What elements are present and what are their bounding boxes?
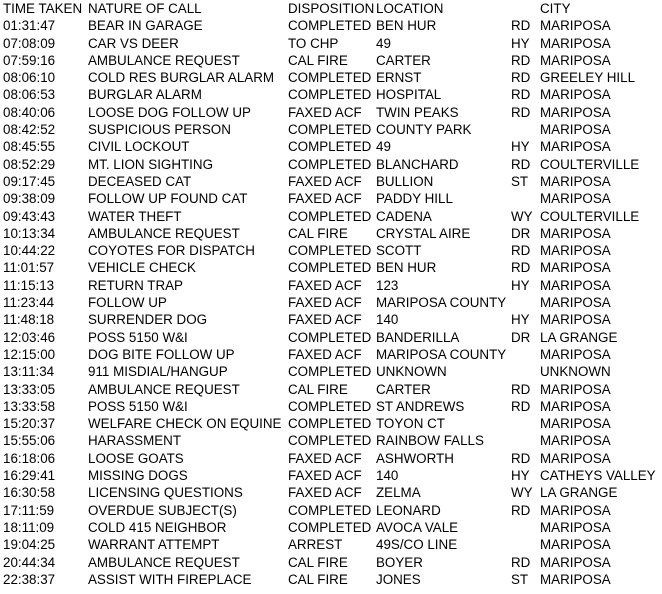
cell-location: MARIPOSA COUNTY [376, 346, 507, 362]
cell-city: MARIPOSA [540, 571, 611, 587]
cell-street-suffix: WY [511, 485, 533, 501]
cell-city: MARIPOSA [540, 554, 611, 570]
cell-disposition: COMPLETED [288, 364, 372, 380]
cell-nature: AMBULANCE REQUEST [88, 225, 240, 241]
cell-city: MARIPOSA [540, 191, 611, 207]
cell-street-suffix: ST [511, 571, 529, 587]
cell-nature: COLD 415 NEIGHBOR [88, 519, 227, 535]
cell-nature: DECEASED CAT [88, 173, 192, 189]
table-row [0, 554, 662, 571]
cell-street-suffix: RD [511, 381, 531, 397]
table-row [0, 571, 662, 588]
cell-city: MARIPOSA [540, 18, 611, 34]
cell-city: MARIPOSA [540, 260, 611, 276]
cell-city: MARIPOSA [540, 122, 611, 138]
cell-city: MARIPOSA [540, 381, 611, 397]
cell-disposition: COMPLETED [288, 122, 372, 138]
cell-disposition: CAL FIRE [288, 571, 348, 587]
table-row [0, 346, 662, 363]
cell-nature: CIVIL LOCKOUT [88, 139, 190, 155]
cell-location: CARTER [376, 52, 431, 68]
cell-time: 13:11:34 [3, 364, 55, 380]
cell-time: 19:04:25 [3, 537, 56, 553]
cell-disposition: FAXED ACF [288, 485, 362, 501]
cell-nature: AMBULANCE REQUEST [88, 52, 240, 68]
cell-time: 07:59:16 [3, 52, 56, 68]
cell-street-suffix: RD [511, 52, 531, 68]
table-row [0, 121, 662, 138]
cell-location: ST ANDREWS [376, 398, 465, 414]
cell-disposition: COMPLETED [288, 87, 372, 103]
cell-location: BLANCHARD [376, 156, 459, 172]
cell-location: JONES [376, 571, 421, 587]
cell-street-suffix: RD [511, 502, 531, 518]
cell-street-suffix: RD [511, 450, 531, 466]
cell-location: CARTER [376, 381, 431, 397]
cell-nature: CAR VS DEER [88, 35, 179, 51]
cell-disposition: COMPLETED [288, 208, 372, 224]
cell-location: BULLION [376, 173, 434, 189]
table-row [0, 329, 662, 346]
cell-street-suffix: ST [511, 173, 529, 189]
cell-nature: WARRANT ATTEMPT [88, 537, 220, 553]
cell-nature: DOG BITE FOLLOW UP [88, 346, 235, 362]
cell-city: MARIPOSA [540, 312, 611, 328]
cell-time: 11:01:57 [3, 260, 55, 276]
table-row [0, 52, 662, 69]
cell-location: 140 [376, 468, 399, 484]
cell-disposition: COMPLETED [288, 260, 372, 276]
cell-location: SCOTT [376, 243, 422, 259]
cell-time: 15:55:06 [3, 433, 56, 449]
cell-time: 11:15:13 [3, 277, 55, 293]
table-row [0, 173, 662, 190]
cell-nature: WELFARE CHECK ON EQUINE [88, 416, 282, 432]
cell-nature: LOOSE GOATS [88, 450, 184, 466]
cell-nature: MT. LION SIGHTING [88, 156, 213, 172]
cell-disposition: FAXED ACF [288, 295, 362, 311]
cell-nature: 911 MISDIAL/HANGUP [88, 364, 228, 380]
cell-location: HOSPITAL [376, 87, 442, 103]
table-body [0, 17, 662, 588]
table-row [0, 450, 662, 467]
header-time-taken: TIME TAKEN [3, 1, 83, 16]
cell-disposition: CAL FIRE [288, 554, 348, 570]
cell-city: CATHEYS VALLEY [540, 468, 656, 484]
cell-city: GREELEY HILL [540, 70, 636, 86]
table-row [0, 398, 662, 415]
cell-street-suffix: HY [511, 312, 530, 328]
cell-time: 20:44:34 [3, 554, 56, 570]
cell-city: MARIPOSA [540, 243, 611, 259]
cell-location: BOYER [376, 554, 423, 570]
cell-disposition: CAL FIRE [288, 225, 348, 241]
cell-street-suffix: DR [511, 225, 531, 241]
cell-disposition: COMPLETED [288, 156, 372, 172]
cell-location: PADDY HILL [376, 191, 453, 207]
cell-time: 13:33:05 [3, 381, 56, 397]
cell-city: MARIPOSA [540, 173, 611, 189]
cell-time: 12:03:46 [3, 329, 56, 345]
cell-location: RAINBOW FALLS [376, 433, 484, 449]
cell-street-suffix: DR [511, 329, 531, 345]
cell-location: BEN HUR [376, 18, 437, 34]
header-city: CITY [540, 1, 571, 16]
table-row [0, 415, 662, 432]
cell-time: 09:38:09 [3, 191, 56, 207]
cell-disposition: COMPLETED [288, 243, 372, 259]
cell-time: 17:11:59 [3, 502, 55, 518]
table-row [0, 86, 662, 103]
cell-street-suffix: HY [511, 277, 530, 293]
cell-city: MARIPOSA [540, 450, 611, 466]
cell-city: MARIPOSA [540, 346, 611, 362]
cell-location: ASHWORTH [376, 450, 454, 466]
cell-city: LA GRANGE [540, 329, 618, 345]
cell-city: MARIPOSA [540, 519, 611, 535]
cell-location: BEN HUR [376, 260, 437, 276]
cell-time: 10:44:22 [3, 243, 56, 259]
cell-location: COUNTY PARK [376, 122, 472, 138]
cell-nature: POSS 5150 W&I [88, 398, 188, 414]
cell-nature: MISSING DOGS [88, 468, 188, 484]
cell-nature: POSS 5150 W&I [88, 329, 188, 345]
cell-disposition: FAXED ACF [288, 277, 362, 293]
cell-time: 08:06:10 [3, 70, 56, 86]
header-nature-of-call: NATURE OF CALL [88, 1, 202, 16]
table-row [0, 363, 662, 380]
cell-disposition: COMPLETED [288, 18, 372, 34]
table-row [0, 381, 662, 398]
cell-city: MARIPOSA [540, 52, 611, 68]
cell-location: TWIN PEAKS [376, 104, 459, 120]
cell-time: 11:48:18 [3, 312, 55, 328]
cell-disposition: FAXED ACF [288, 346, 362, 362]
cell-time: 16:29:41 [3, 468, 56, 484]
cell-time: 08:42:52 [3, 122, 56, 138]
cell-time: 11:23:44 [3, 295, 55, 311]
cell-location: ZELMA [376, 485, 421, 501]
cell-nature: VEHICLE CHECK [88, 260, 196, 276]
cell-time: 12:15:00 [3, 346, 56, 362]
cell-time: 18:11:09 [3, 519, 55, 535]
cell-nature: RETURN TRAP [88, 277, 183, 293]
cell-city: MARIPOSA [540, 104, 611, 120]
cell-street-suffix: RD [511, 554, 531, 570]
table-row [0, 190, 662, 207]
cell-time: 16:30:58 [3, 485, 56, 501]
cell-street-suffix: RD [511, 260, 531, 276]
cell-nature: FOLLOW UP FOUND CAT [88, 191, 248, 207]
cell-disposition: CAL FIRE [288, 52, 348, 68]
cell-nature: LOOSE DOG FOLLOW UP [88, 104, 251, 120]
cell-city: MARIPOSA [540, 502, 611, 518]
cell-street-suffix: RD [511, 18, 531, 34]
header-location: LOCATION [376, 1, 444, 16]
table-row [0, 35, 662, 52]
cell-street-suffix: HY [511, 468, 530, 484]
cell-location: TOYON CT [376, 416, 445, 432]
table-row [0, 484, 662, 501]
cell-street-suffix: RD [511, 243, 531, 259]
cell-nature: COLD RES BURGLAR ALARM [88, 70, 275, 86]
cell-location: 49 [376, 139, 391, 155]
cell-nature: ASSIST WITH FIREPLACE [88, 571, 252, 587]
cell-disposition: FAXED ACF [288, 312, 362, 328]
cell-disposition: TO CHP [288, 35, 339, 51]
cell-time: 01:31:47 [3, 18, 56, 34]
table-row [0, 259, 662, 276]
cell-city: MARIPOSA [540, 225, 611, 241]
cell-nature: LICENSING QUESTIONS [88, 485, 243, 501]
cell-city: MARIPOSA [540, 416, 611, 432]
cell-nature: BURGLAR ALARM [88, 87, 202, 103]
table-row [0, 69, 662, 86]
cell-disposition: FAXED ACF [288, 468, 362, 484]
cell-city: MARIPOSA [540, 537, 611, 553]
cell-location: LEONARD [376, 502, 441, 518]
cell-disposition: CAL FIRE [288, 381, 348, 397]
cell-disposition: COMPLETED [288, 398, 372, 414]
cell-time: 08:40:06 [3, 104, 56, 120]
cell-time: 08:06:53 [3, 87, 56, 103]
cell-street-suffix: RD [511, 87, 531, 103]
cell-time: 15:20:37 [3, 416, 56, 432]
cell-city: MARIPOSA [540, 35, 611, 51]
cell-street-suffix: WY [511, 208, 533, 224]
table-row [0, 156, 662, 173]
cell-location: MARIPOSA COUNTY [376, 295, 507, 311]
cell-nature: BEAR IN GARAGE [88, 18, 203, 34]
cell-location: 49 [376, 35, 391, 51]
cell-street-suffix: RD [511, 104, 531, 120]
cell-street-suffix: RD [511, 156, 531, 172]
table-row [0, 138, 662, 155]
cell-disposition: COMPLETED [288, 329, 372, 345]
cell-city: MARIPOSA [540, 87, 611, 103]
cell-nature: FOLLOW UP [88, 295, 167, 311]
cell-time: 07:08:09 [3, 35, 56, 51]
cell-time: 09:17:45 [3, 173, 56, 189]
cell-location: BANDERILLA [376, 329, 460, 345]
table-row [0, 104, 662, 121]
cell-location: 140 [376, 312, 399, 328]
cell-time: 16:18:06 [3, 450, 56, 466]
cell-time: 09:43:43 [3, 208, 56, 224]
cell-disposition: ARREST [288, 537, 343, 553]
cell-disposition: COMPLETED [288, 70, 372, 86]
cell-street-suffix: RD [511, 70, 531, 86]
cell-city: MARIPOSA [540, 398, 611, 414]
cell-location: CADENA [376, 208, 432, 224]
cell-city: MARIPOSA [540, 295, 611, 311]
cell-city: UNKNOWN [540, 364, 611, 380]
cell-nature: AMBULANCE REQUEST [88, 381, 240, 397]
cell-city: COULTERVILLE [540, 208, 640, 224]
cell-nature: OVERDUE SUBJECT(S) [88, 502, 237, 518]
cell-location: ERNST [376, 70, 422, 86]
cell-disposition: FAXED ACF [288, 450, 362, 466]
cell-city: MARIPOSA [540, 277, 611, 293]
cell-street-suffix: HY [511, 139, 530, 155]
table-row [0, 208, 662, 225]
table-row [0, 502, 662, 519]
cell-street-suffix: HY [511, 35, 530, 51]
cell-city: MARIPOSA [540, 139, 611, 155]
cell-location: CRYSTAL AIRE [376, 225, 471, 241]
table-row [0, 225, 662, 242]
cell-city: LA GRANGE [540, 485, 618, 501]
cell-location: 123 [376, 277, 399, 293]
cell-nature: AMBULANCE REQUEST [88, 554, 240, 570]
table-row [0, 432, 662, 449]
cell-time: 13:33:58 [3, 398, 56, 414]
cell-location: UNKNOWN [376, 364, 447, 380]
cell-street-suffix: RD [511, 398, 531, 414]
cell-time: 08:45:55 [3, 139, 56, 155]
cell-location: 49S/CO LINE [376, 537, 458, 553]
cell-nature: SURRENDER DOG [88, 312, 208, 328]
table-row [0, 17, 662, 34]
cell-disposition: COMPLETED [288, 502, 372, 518]
cell-disposition: COMPLETED [288, 416, 372, 432]
table-row [0, 467, 662, 484]
table-row [0, 311, 662, 328]
cell-time: 10:13:34 [3, 225, 56, 241]
cell-city: MARIPOSA [540, 433, 611, 449]
cell-time: 22:38:37 [3, 571, 56, 587]
cell-disposition: COMPLETED [288, 139, 372, 155]
cell-disposition: COMPLETED [288, 519, 372, 535]
header-disposition: DISPOSITION [288, 1, 375, 16]
table-row [0, 294, 662, 311]
cell-location: AVOCA VALE [376, 519, 459, 535]
cell-nature: WATER THEFT [88, 208, 182, 224]
cell-city: COULTERVILLE [540, 156, 640, 172]
cell-disposition: COMPLETED [288, 433, 372, 449]
table-row [0, 277, 662, 294]
table-row [0, 242, 662, 259]
header-row [0, 0, 662, 17]
table-row [0, 536, 662, 553]
cell-disposition: FAXED ACF [288, 173, 362, 189]
cell-disposition: FAXED ACF [288, 191, 362, 207]
table-row [0, 519, 662, 536]
cell-nature: SUSPICIOUS PERSON [88, 122, 231, 138]
cell-disposition: FAXED ACF [288, 104, 362, 120]
cell-nature: HARASSMENT [88, 433, 182, 449]
cell-time: 08:52:29 [3, 156, 56, 172]
cell-nature: COYOTES FOR DISPATCH [88, 243, 255, 259]
